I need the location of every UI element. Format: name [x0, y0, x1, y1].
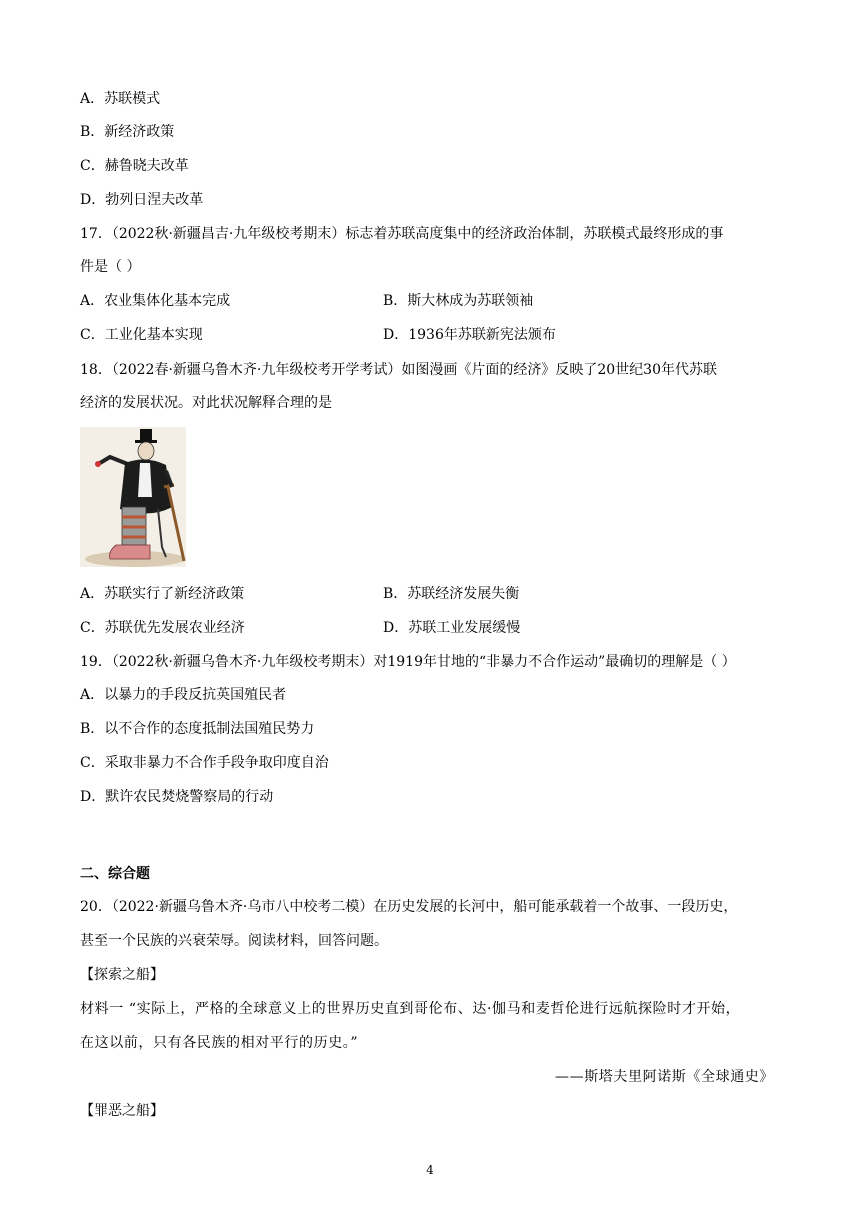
q17-option-c: C．工业化基本实现 [80, 327, 203, 343]
q16-option-c: C．赫鲁晓夫改革 [80, 158, 189, 174]
q17-option-a: A．农业集体化基本完成 [80, 293, 231, 309]
q20-stem-line1: 20．（2022·新疆乌鲁木齐·乌市八中校考二模）在历史发展的长河中，船可能承载着一个故事、一段历史， [80, 899, 738, 915]
q16-option-d: D．勃列日涅夫改革 [80, 192, 204, 208]
q19-stem: 19．（2022秋·新疆乌鲁木齐·九年级校考期末）对1919年甘地的“非暴力不合作运动”最确切的理解是（ ） [80, 654, 736, 670]
q19-option-b: B．以不合作的态度抵制法国殖民势力 [80, 721, 315, 737]
q18-stem-line2: 经济的发展状况。对此状况解释合理的是 [80, 395, 332, 411]
q18-option-d: D．苏联工业发展缓慢 [383, 620, 521, 636]
q17-stem-line2: 件是（ ） [80, 259, 141, 275]
q19-option-c: C．采取非暴力不合作手段争取印度自治 [80, 755, 329, 771]
q18-option-a: A．苏联实行了新经济政策 [80, 586, 245, 602]
q20-stem-line2: 甚至一个民族的兴衰荣辱。阅读材料，回答问题。 [80, 933, 388, 949]
lopsided-economy-cartoon [80, 427, 186, 567]
q19-option-a: A．以暴力的手段反抗英国殖民者 [80, 687, 287, 703]
q18-option-c: C．苏联优先发展农业经济 [80, 620, 245, 636]
q20-subheading-exploration: 【探索之船】 [80, 967, 164, 983]
q16-option-a: A．苏联模式 [80, 91, 161, 107]
q20-material1-line2: 在这以前，只有各民族的相对平行的历史。” [80, 1035, 359, 1051]
section-heading: 二、综合题 [80, 866, 150, 882]
page-number: 4 [426, 1163, 434, 1177]
q20-subheading-sin: 【罪恶之船】 [80, 1103, 164, 1119]
q18-stem-line1: 18．（2022春·新疆乌鲁木齐·九年级校考开学考试）如图漫画《片面的经济》反映了20世纪30年代苏联 [80, 362, 717, 378]
q17-option-b: B．斯大林成为苏联领袖 [383, 293, 534, 309]
q20-material1-line1: 材料一 “实际上，严格的全球意义上的世界历史直到哥伦布、达·伽马和麦哲伦进行远航探险时才开始， [80, 1001, 741, 1017]
q20-source: ——斯塔夫里阿诺斯《全球通史》 [555, 1069, 774, 1085]
q18-option-b: B．苏联经济发展失衡 [383, 586, 520, 602]
q17-stem-line1: 17．（2022秋·新疆昌吉·九年级校考期末）标志着苏联高度集中的经济政治体制，苏联模式最终形成的事 [80, 226, 724, 242]
q16-option-b: B．新经济政策 [80, 124, 175, 140]
q19-option-d: D．默许农民焚烧警察局的行动 [80, 789, 274, 805]
q17-option-d: D．1936年苏联新宪法颁布 [383, 327, 556, 343]
